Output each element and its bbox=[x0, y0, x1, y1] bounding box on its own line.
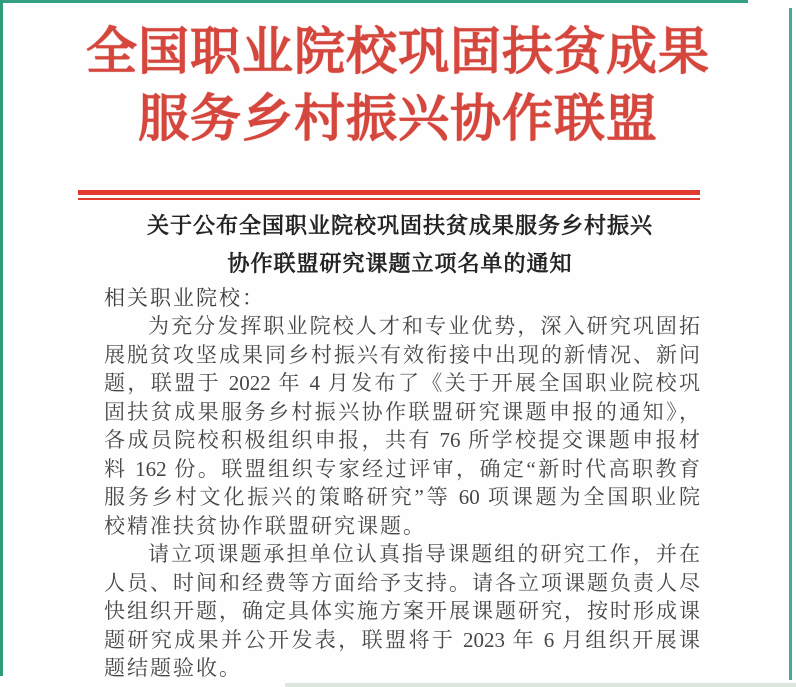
notice-subject bbox=[100, 207, 700, 283]
body-line: 人员、时间和经费等方面给予支持。请各立项课题负责人尽 bbox=[104, 570, 700, 595]
paragraph-1 bbox=[104, 312, 700, 540]
body-line: 快组织开题，确定具体实施方案开展课题研究，按时形成课 bbox=[104, 599, 700, 623]
notice-body bbox=[104, 312, 700, 683]
body-line: 请立项课题承担单位认真指导课题组的研究工作，并在 bbox=[148, 542, 700, 566]
body-line: 展脱贫攻坚成果同乡村振兴有效衔接中出现的新情况、新问 bbox=[104, 342, 700, 367]
body-line: 为充分发挥职业院校人才和专业优势，深入研究巩固拓 bbox=[148, 314, 700, 338]
scan-border-bottom bbox=[285, 683, 796, 687]
body-line: 题，联盟于 2022 年 4 月发布了《关于开展全国职业院校巩 bbox=[104, 371, 700, 395]
body-line: 题结题验收。 bbox=[104, 656, 242, 680]
body-line: 各成员院校积极组织申报，共有 76 所学校提交课题申报材 bbox=[104, 428, 700, 452]
letterhead-rule bbox=[78, 190, 700, 200]
subject-line-1: 关于公布全国职业院校巩固扶贫成果服务乡村振兴 bbox=[146, 213, 653, 238]
body-line: 料 162 份。联盟组织专家经过评审，确定“新时代高职教育 bbox=[104, 456, 700, 481]
salutation: 相关职业院校： bbox=[104, 286, 265, 310]
masthead-line-2: 服务乡村振兴协作联盟 bbox=[137, 92, 658, 148]
masthead-line-1: 全国职业院校巩固扶贫成果 bbox=[85, 25, 710, 81]
body-line: 服务乡村文化振兴的策略研究”等 60 项课题为全国职业院 bbox=[104, 485, 700, 509]
letterhead-masthead bbox=[0, 20, 796, 154]
body-line: 固扶贫成果服务乡村振兴协作联盟研究课题申报的通知》， bbox=[104, 399, 700, 424]
subject-line-2: 协作联盟研究课题立项名单的通知 bbox=[227, 251, 573, 276]
paragraph-2 bbox=[104, 540, 700, 683]
scan-border-top bbox=[0, 0, 748, 3]
letterhead-rule-thin bbox=[78, 198, 700, 200]
body-line: 题研究成果并公开发表，联盟将于 2023 年 6 月组织开展课 bbox=[104, 627, 700, 652]
body-line: 校精准扶贫协作联盟研究课题。 bbox=[104, 513, 426, 538]
letterhead-rule-thick bbox=[78, 190, 700, 195]
